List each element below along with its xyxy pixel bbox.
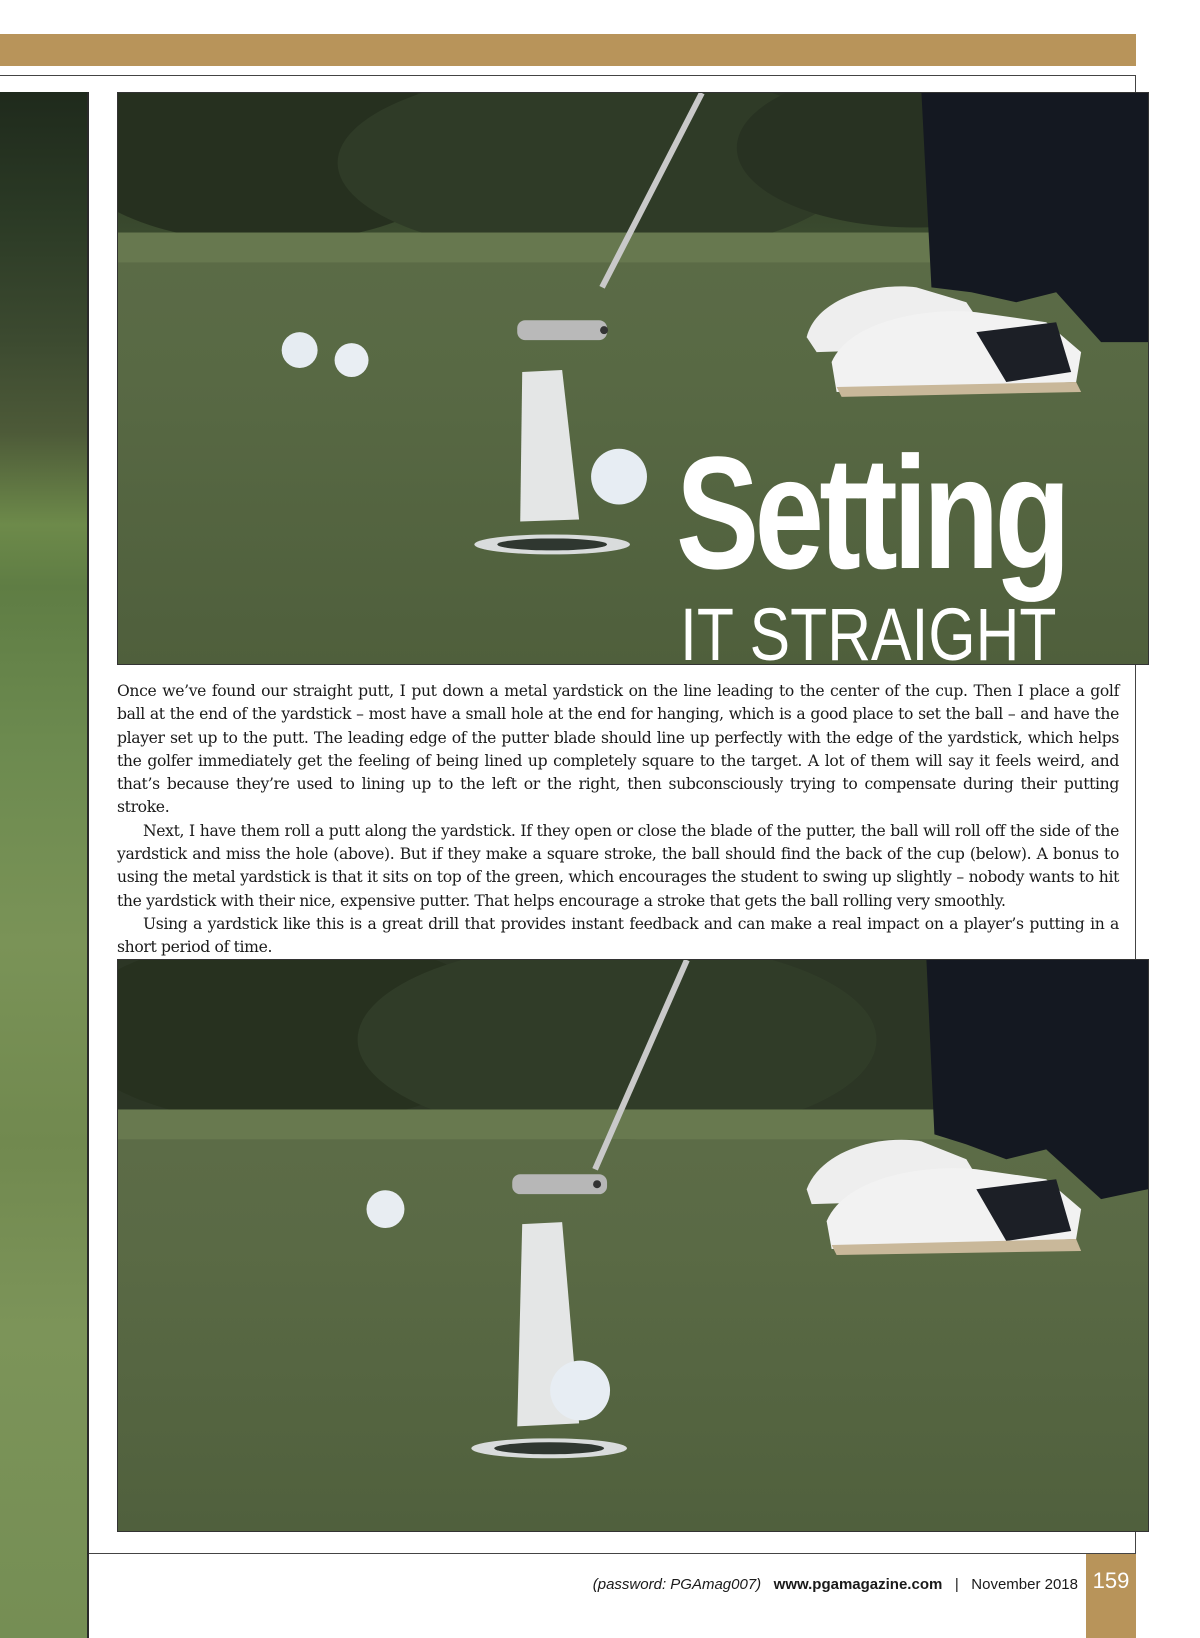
footer-password: (password: PGAmag007) <box>592 1576 762 1593</box>
frame-rule-bottom <box>88 1553 1136 1554</box>
page-footer <box>593 1576 1078 1593</box>
photo-border <box>87 92 89 1638</box>
putting-scene-illustration <box>118 960 1148 1531</box>
article-paragraph: Next, I have them roll a putt along the yardstick. If they open or close the blade of the putter, the ball will roll off the side of the yardstick and miss the hole (above). But if they make a square stroke, the ball should find the back of the cup (below). A bonus to using the metal yardstick is that it sits on top of the green, which encourages the student to swing up slightly – nobody wants to hit the yardstick with their nice, expensive putter. That helps encourage a stroke that gets the ball rolling very smoothly. <box>117 821 1119 910</box>
article-paragraph: Once we’ve found our straight putt, I put down a metal yardstick on the line leading to the center of the cup. Then I place a golf ball at the end of the yardstick – most have a small hole at the end for hanging, which is a good place to set the ball – and have the player set up to the putt. The leading edge of the putter blade should line up perfectly with the edge of the yardstick, which helps the golfer immediately get the feeling of being lined up completely square to the target. A lot of them will say it feels weird, and that’s because they’re used to lining up to the left or the right, then subconsciously trying to compensate during their putting stroke. <box>117 682 1119 817</box>
footer-url[interactable]: www.pgamagazine.com <box>773 1576 943 1593</box>
header-accent-band <box>0 34 1136 66</box>
frame-rule-top <box>0 75 1136 76</box>
frame-rule-right <box>1135 665 1136 960</box>
frame-rule-right <box>1135 1532 1136 1554</box>
facing-page-photo-edge <box>0 92 89 1638</box>
page-number: 159 <box>1086 1554 1136 1638</box>
headline-title: Setting <box>676 423 1067 602</box>
footer-date: November 2018 <box>971 1576 1078 1593</box>
article-paragraph: Using a yardstick like this is a great drill that provides instant feedback and can make a real impact on a player’s putting in a short period of time. <box>117 914 1119 957</box>
headline-subtitle: IT STRAIGHT <box>680 593 1057 676</box>
article-body <box>117 680 1119 960</box>
footer-separator: | <box>954 1576 959 1593</box>
frame-rule-right <box>1135 75 1136 93</box>
putting-photo-make <box>117 959 1149 1532</box>
